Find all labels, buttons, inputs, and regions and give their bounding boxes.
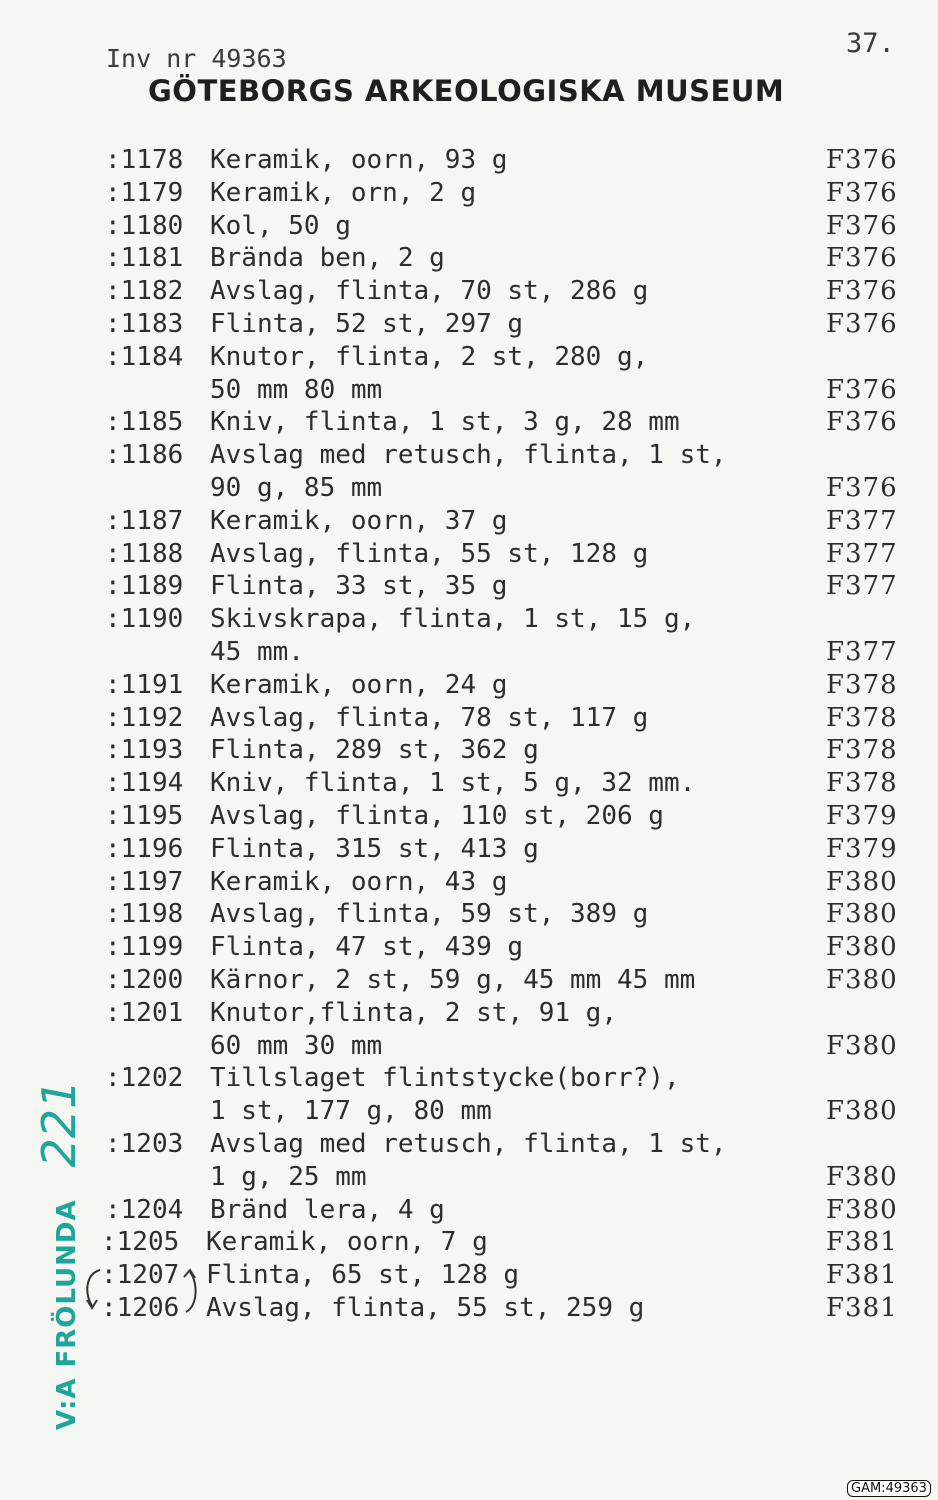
entry-feature: F377	[826, 505, 898, 536]
entry-feature: F376	[826, 473, 898, 503]
entry-feature: F380	[826, 1096, 898, 1127]
entry-description: Kol, 50 g	[210, 210, 351, 241]
entry-feature: F377	[826, 637, 898, 667]
entry-number: :1207	[101, 1260, 180, 1291]
site-annotation	[32, 1080, 86, 1430]
entry-feature: F378	[826, 768, 898, 799]
archive-label: GAM:49363	[847, 1480, 931, 1497]
entry-description: Flinta, 52 st, 297 g	[210, 309, 524, 339]
entry-number: :1178	[105, 145, 184, 175]
entry-description: Flinta, 33 st, 35 g	[210, 571, 508, 602]
entry-description: 50 mm 80 mm	[210, 374, 383, 405]
entry-number: :1204	[105, 1194, 184, 1225]
entry-feature: F380	[826, 965, 898, 995]
inventory-number: Inv nr 49363	[106, 44, 287, 73]
entry-description: 1 st, 177 g, 80 mm	[210, 1096, 492, 1127]
entry-description: Avslag med retusch, flinta, 1 st,	[210, 440, 727, 471]
entry-feature: F378	[826, 669, 898, 700]
entry-feature: F379	[826, 833, 898, 864]
entry-number: :1199	[105, 932, 184, 963]
entry-number: :1190	[105, 604, 184, 635]
entry-feature: F378	[826, 702, 898, 733]
entry-feature: F381	[826, 1227, 898, 1258]
entry-description: Keramik, oorn, 7 g	[206, 1227, 488, 1258]
entry-number: :1206	[101, 1293, 180, 1323]
entry-number: :1205	[101, 1227, 180, 1258]
entry-number: :1181	[105, 243, 184, 274]
entry-feature: F381	[826, 1260, 898, 1291]
entry-feature: F380	[826, 1194, 898, 1225]
entry-feature: F376	[826, 243, 898, 274]
entry-feature: F380	[826, 1161, 898, 1192]
entry-number: :1192	[105, 702, 184, 733]
entry-number: :1196	[105, 833, 184, 864]
entry-feature: F381	[826, 1293, 898, 1323]
entry-number: :1201	[105, 997, 184, 1028]
entry-feature: F376	[826, 145, 898, 175]
entry-number: :1195	[105, 801, 184, 831]
entry-feature: F380	[826, 866, 898, 897]
entry-feature: F376	[826, 309, 898, 339]
page-number: 37.	[846, 28, 895, 59]
entry-description: Kärnor, 2 st, 59 g, 45 mm 45 mm	[210, 965, 696, 995]
entry-description: Avslag med retusch, flinta, 1 st,	[210, 1129, 727, 1159]
entry-description: Avslag, flinta, 70 st, 286 g	[210, 276, 649, 307]
entry-description: Bränd lera, 4 g	[210, 1194, 445, 1225]
entry-description: Knutor,flinta, 2 st, 91 g,	[210, 997, 617, 1028]
site-number: 221	[32, 1079, 86, 1168]
entry-number: :1180	[105, 210, 184, 241]
entry-number: :1187	[105, 505, 184, 536]
entry-description: Avslag, flinta, 78 st, 117 g	[210, 702, 649, 733]
entry-number: :1193	[105, 735, 184, 766]
entry-feature: F380	[826, 899, 898, 930]
entry-number: :1202	[105, 1063, 184, 1094]
entry-feature: F380	[826, 1030, 898, 1061]
entry-description: Kniv, flinta, 1 st, 5 g, 32 mm.	[210, 768, 696, 799]
entry-feature: F376	[826, 407, 898, 438]
entry-number: :1189	[105, 571, 184, 602]
entry-number: :1191	[105, 669, 184, 700]
entry-description: 60 mm 30 mm	[210, 1030, 383, 1061]
entry-description: Flinta, 47 st, 439 g	[210, 932, 524, 963]
entry-description: Kniv, flinta, 1 st, 3 g, 28 mm	[210, 407, 680, 438]
entry-number: :1203	[105, 1129, 184, 1159]
entry-description: 45 mm.	[210, 637, 304, 667]
entry-number: :1179	[105, 177, 184, 208]
entry-feature: F376	[826, 210, 898, 241]
entry-description: Tillslaget flintstycke(borr?),	[210, 1063, 680, 1094]
entry-description: Skivskrapa, flinta, 1 st, 15 g,	[210, 604, 696, 635]
entry-description: Keramik, oorn, 37 g	[210, 505, 508, 536]
entry-description: Avslag, flinta, 55 st, 259 g	[206, 1293, 645, 1323]
entry-description: Brända ben, 2 g	[210, 243, 445, 274]
entry-feature: F376	[826, 177, 898, 208]
entry-description: Flinta, 289 st, 362 g	[210, 735, 539, 766]
entry-feature: F380	[826, 932, 898, 963]
entry-description: Avslag, flinta, 55 st, 128 g	[210, 538, 649, 569]
entry-feature: F376	[826, 374, 898, 405]
entry-description: Keramik, oorn, 24 g	[210, 669, 508, 700]
entry-number: :1186	[105, 440, 184, 471]
entry-description: Keramik, oorn, 43 g	[210, 866, 508, 897]
entry-number: :1197	[105, 866, 184, 897]
entry-feature: F377	[826, 571, 898, 602]
entry-feature: F378	[826, 735, 898, 766]
entry-description: 90 g, 85 mm	[210, 473, 383, 503]
swap-arrows-icon	[78, 1262, 208, 1322]
entry-number: :1200	[105, 965, 184, 995]
entry-feature: F379	[826, 801, 898, 831]
museum-title: GÖTEBORGS ARKEOLOGISKA MUSEUM	[148, 74, 785, 108]
entry-number: :1184	[105, 341, 184, 372]
entry-number: :1188	[105, 538, 184, 569]
entry-description: Knutor, flinta, 2 st, 280 g,	[210, 341, 649, 372]
entry-number: :1185	[105, 407, 184, 438]
entry-description: Keramik, oorn, 93 g	[210, 145, 508, 175]
entry-number: :1194	[105, 768, 184, 799]
entry-feature: F377	[826, 538, 898, 569]
entry-feature: F376	[826, 276, 898, 307]
site-name: V:A FRÖLUNDA	[52, 1199, 82, 1430]
entry-description: Avslag, flinta, 59 st, 389 g	[210, 899, 649, 930]
entry-number: :1198	[105, 899, 184, 930]
entry-number: :1182	[105, 276, 184, 307]
entry-number: :1183	[105, 309, 184, 339]
entry-description: Flinta, 315 st, 413 g	[210, 833, 539, 864]
entry-description: 1 g, 25 mm	[210, 1161, 367, 1192]
entry-description: Flinta, 65 st, 128 g	[206, 1260, 520, 1291]
entry-description: Avslag, flinta, 110 st, 206 g	[210, 801, 664, 831]
entry-description: Keramik, orn, 2 g	[210, 177, 477, 208]
